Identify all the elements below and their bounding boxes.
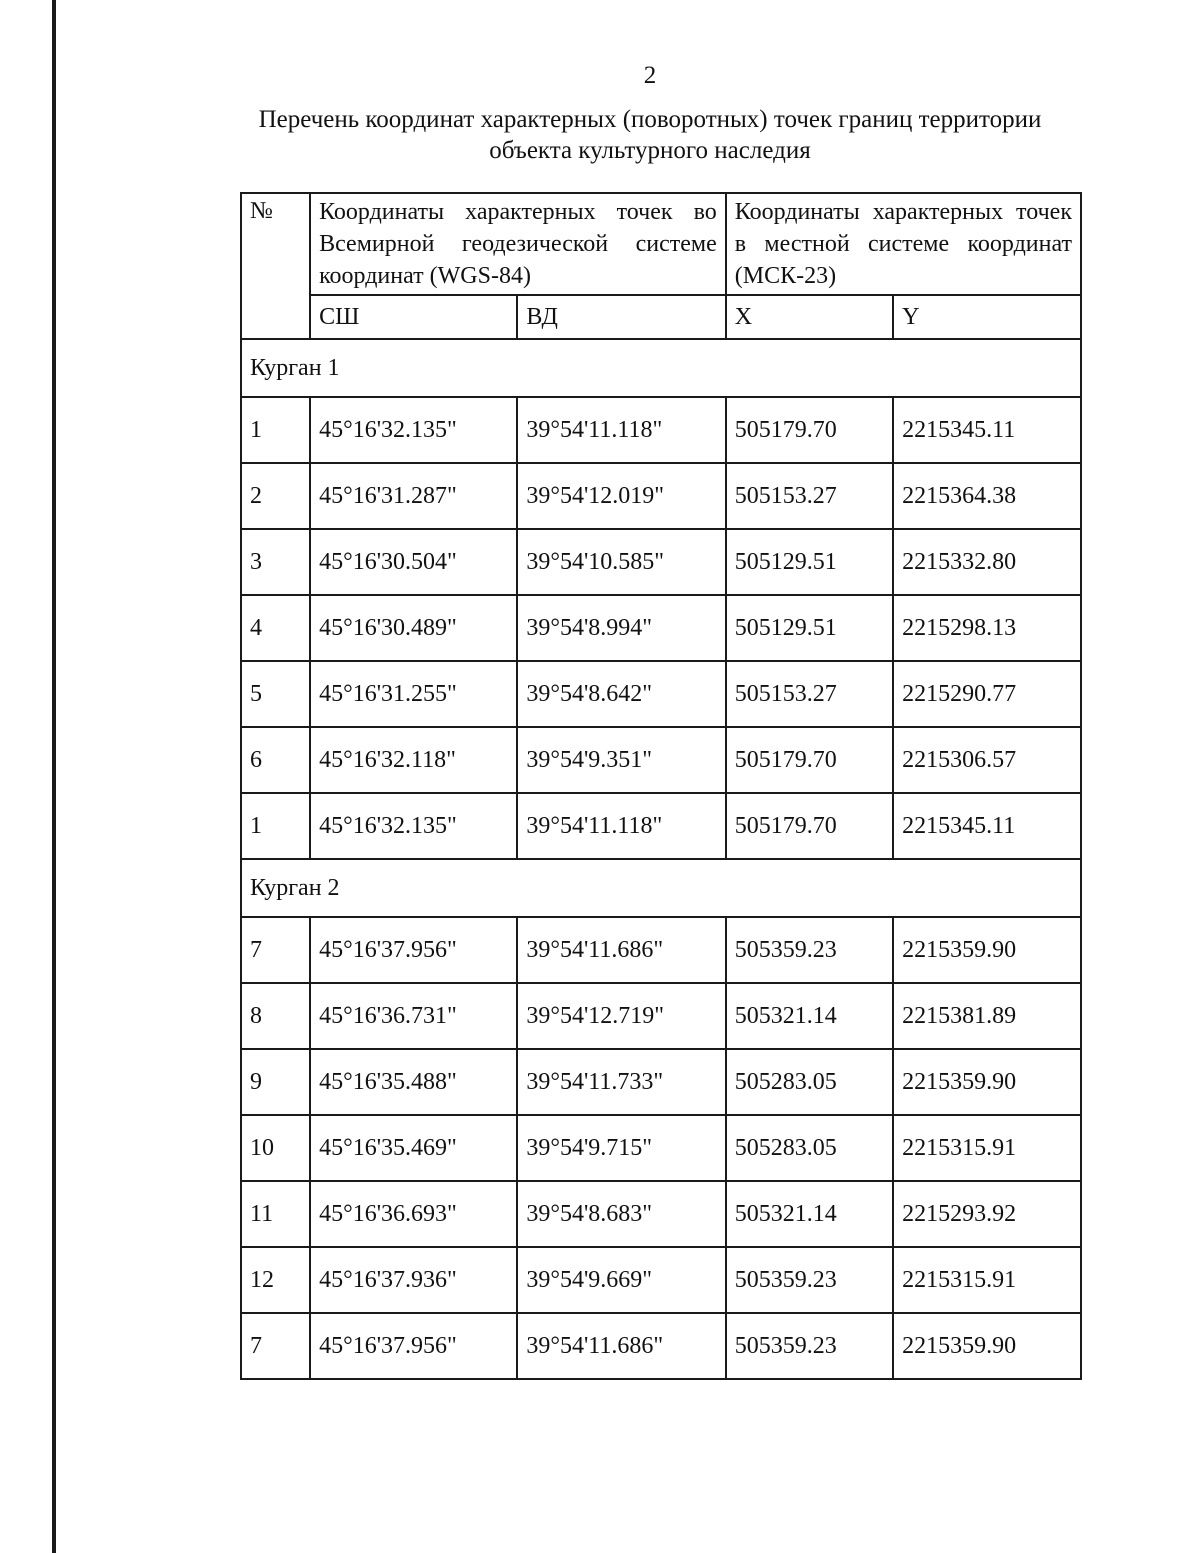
latitude-cell: 45°16'36.731" xyxy=(310,983,517,1049)
y-coordinate-cell: 2215345.11 xyxy=(893,397,1081,463)
longitude-cell: 39°54'11.118" xyxy=(517,397,725,463)
latitude-cell: 45°16'35.469" xyxy=(310,1115,517,1181)
point-number-cell: 12 xyxy=(241,1247,310,1313)
point-number-cell: 2 xyxy=(241,463,310,529)
y-coordinate-cell: 2215381.89 xyxy=(893,983,1081,1049)
x-coordinate-cell: 505283.05 xyxy=(726,1049,893,1115)
y-coordinate-cell: 2215306.57 xyxy=(893,727,1081,793)
x-coordinate-cell: 505129.51 xyxy=(726,529,893,595)
y-coordinate-cell: 2215345.11 xyxy=(893,793,1081,859)
x-coordinate-cell: 505321.14 xyxy=(726,1181,893,1247)
table-row xyxy=(241,1247,1081,1313)
table-row xyxy=(241,793,1081,859)
header-x: X xyxy=(726,295,893,339)
longitude-cell: 39°54'9.351" xyxy=(517,727,725,793)
latitude-cell: 45°16'30.489" xyxy=(310,595,517,661)
latitude-cell: 45°16'35.488" xyxy=(310,1049,517,1115)
header-latitude: СШ xyxy=(310,295,517,339)
group-row xyxy=(241,339,1081,397)
table-row xyxy=(241,463,1081,529)
y-coordinate-cell: 2215315.91 xyxy=(893,1115,1081,1181)
x-coordinate-cell: 505179.70 xyxy=(726,793,893,859)
x-coordinate-cell: 505153.27 xyxy=(726,661,893,727)
table-row xyxy=(241,529,1081,595)
document-title xyxy=(0,104,1200,166)
point-number-cell: 11 xyxy=(241,1181,310,1247)
longitude-cell: 39°54'8.994" xyxy=(517,595,725,661)
header-msk23-group: Координаты характерных точек в местной системе координат (МСК-23) xyxy=(726,193,1081,295)
scan-edge-line xyxy=(52,0,56,1553)
table-row xyxy=(241,397,1081,463)
latitude-cell: 45°16'32.118" xyxy=(310,727,517,793)
point-number-cell: 10 xyxy=(241,1115,310,1181)
y-coordinate-cell: 2215332.80 xyxy=(893,529,1081,595)
group-name: Курган 2 xyxy=(241,859,1081,917)
x-coordinate-cell: 505283.05 xyxy=(726,1115,893,1181)
table-row xyxy=(241,1313,1081,1379)
document-title-line-1: Перечень координат характерных (поворотных) точек границ территории xyxy=(258,106,1042,133)
table-row xyxy=(241,1181,1081,1247)
longitude-cell: 39°54'8.642" xyxy=(517,661,725,727)
point-number-cell: 1 xyxy=(241,793,310,859)
point-number-cell: 8 xyxy=(241,983,310,1049)
header-number: № xyxy=(241,193,310,339)
document-title-line-2: объекта культурного наследия xyxy=(489,137,811,164)
latitude-cell: 45°16'31.255" xyxy=(310,661,517,727)
table-row xyxy=(241,1115,1081,1181)
latitude-cell: 45°16'32.135" xyxy=(310,793,517,859)
group-row xyxy=(241,859,1081,917)
header-wgs84-group: Координаты характерных точек во Всемирной геодезической системе координат (WGS-84) xyxy=(310,193,726,295)
table-header-row xyxy=(241,193,1081,295)
point-number-cell: 9 xyxy=(241,1049,310,1115)
longitude-cell: 39°54'9.669" xyxy=(517,1247,725,1313)
y-coordinate-cell: 2215359.90 xyxy=(893,1049,1081,1115)
y-coordinate-cell: 2215359.90 xyxy=(893,1313,1081,1379)
page-number: 2 xyxy=(643,62,657,89)
latitude-cell: 45°16'37.936" xyxy=(310,1247,517,1313)
latitude-cell: 45°16'37.956" xyxy=(310,1313,517,1379)
latitude-cell: 45°16'37.956" xyxy=(310,917,517,983)
coordinates-table-body xyxy=(241,193,1081,1379)
y-coordinate-cell: 2215315.91 xyxy=(893,1247,1081,1313)
y-coordinate-cell: 2215359.90 xyxy=(893,917,1081,983)
table-row xyxy=(241,595,1081,661)
longitude-cell: 39°54'11.118" xyxy=(517,793,725,859)
table-row xyxy=(241,917,1081,983)
point-number-cell: 3 xyxy=(241,529,310,595)
longitude-cell: 39°54'10.585" xyxy=(517,529,725,595)
latitude-cell: 45°16'30.504" xyxy=(310,529,517,595)
y-coordinate-cell: 2215364.38 xyxy=(893,463,1081,529)
point-number-cell: 1 xyxy=(241,397,310,463)
header-longitude: ВД xyxy=(517,295,725,339)
point-number-cell: 7 xyxy=(241,917,310,983)
x-coordinate-cell: 505153.27 xyxy=(726,463,893,529)
longitude-cell: 39°54'12.719" xyxy=(517,983,725,1049)
longitude-cell: 39°54'12.019" xyxy=(517,463,725,529)
latitude-cell: 45°16'31.287" xyxy=(310,463,517,529)
x-coordinate-cell: 505179.70 xyxy=(726,397,893,463)
latitude-cell: 45°16'36.693" xyxy=(310,1181,517,1247)
coordinates-table xyxy=(240,192,1082,1380)
x-coordinate-cell: 505179.70 xyxy=(726,727,893,793)
table-row xyxy=(241,661,1081,727)
header-y: Y xyxy=(893,295,1081,339)
longitude-cell: 39°54'11.686" xyxy=(517,1313,725,1379)
table-row xyxy=(241,727,1081,793)
point-number-cell: 6 xyxy=(241,727,310,793)
group-name: Курган 1 xyxy=(241,339,1081,397)
table-row xyxy=(241,1049,1081,1115)
x-coordinate-cell: 505321.14 xyxy=(726,983,893,1049)
table-subheader-row xyxy=(241,295,1081,339)
x-coordinate-cell: 505129.51 xyxy=(726,595,893,661)
y-coordinate-cell: 2215293.92 xyxy=(893,1181,1081,1247)
longitude-cell: 39°54'11.686" xyxy=(517,917,725,983)
x-coordinate-cell: 505359.23 xyxy=(726,917,893,983)
longitude-cell: 39°54'11.733" xyxy=(517,1049,725,1115)
x-coordinate-cell: 505359.23 xyxy=(726,1313,893,1379)
longitude-cell: 39°54'9.715" xyxy=(517,1115,725,1181)
y-coordinate-cell: 2215290.77 xyxy=(893,661,1081,727)
latitude-cell: 45°16'32.135" xyxy=(310,397,517,463)
point-number-cell: 5 xyxy=(241,661,310,727)
y-coordinate-cell: 2215298.13 xyxy=(893,595,1081,661)
longitude-cell: 39°54'8.683" xyxy=(517,1181,725,1247)
point-number-cell: 4 xyxy=(241,595,310,661)
point-number-cell: 7 xyxy=(241,1313,310,1379)
x-coordinate-cell: 505359.23 xyxy=(726,1247,893,1313)
table-row xyxy=(241,983,1081,1049)
